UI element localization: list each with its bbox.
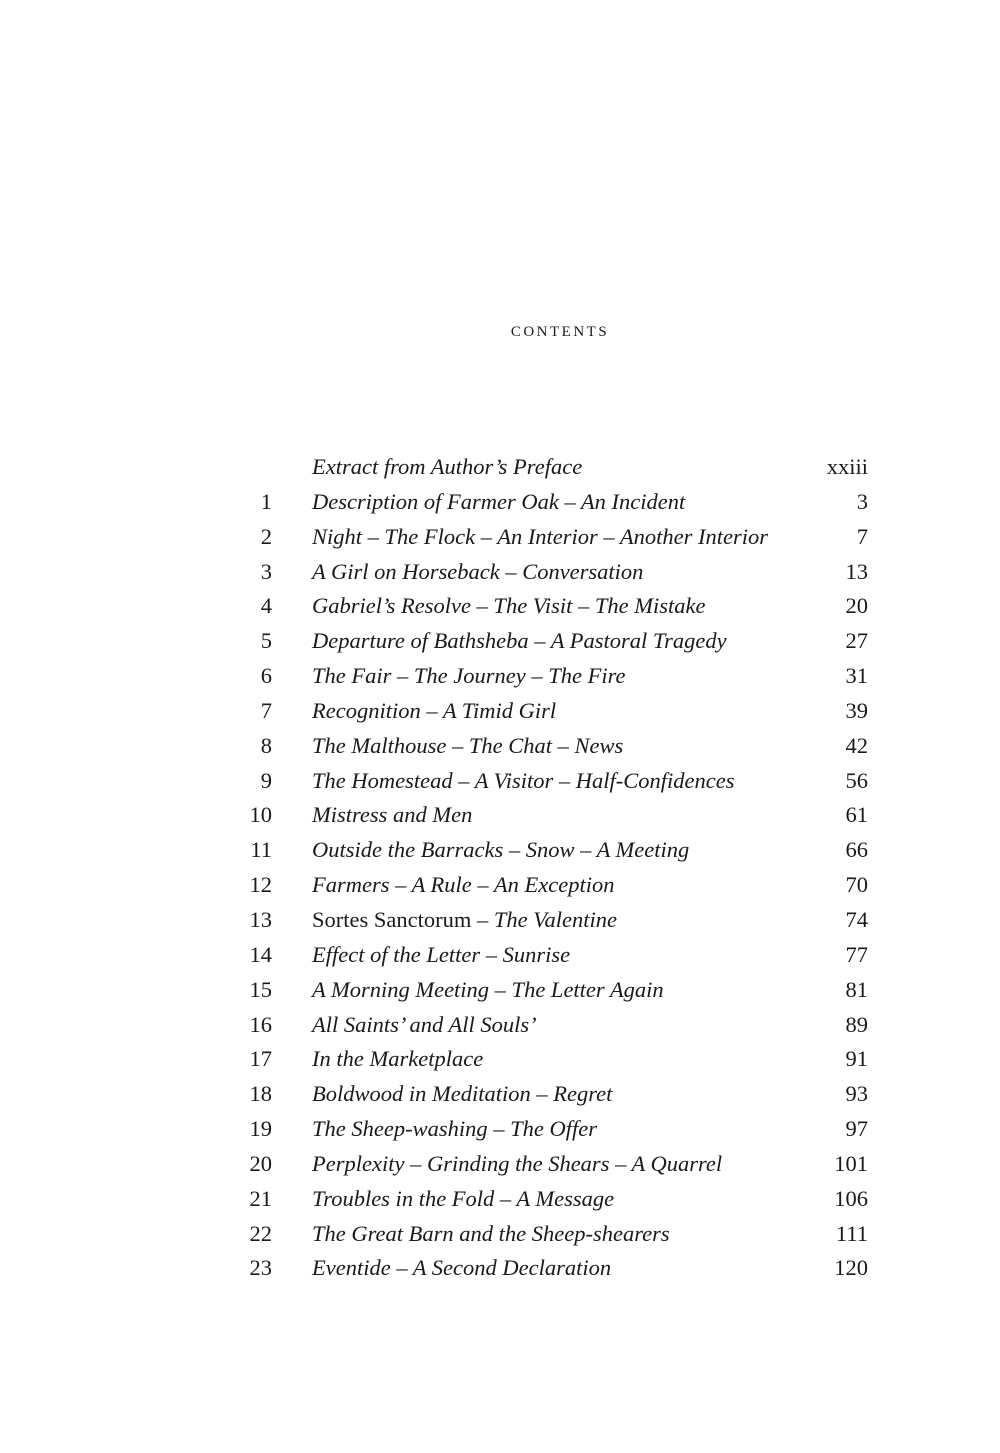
page-number: xxiii (826, 454, 868, 479)
page-number: 74 (845, 906, 868, 932)
chapter-title: Mistress and Men (312, 802, 473, 828)
chapter-number: 12 (249, 872, 272, 898)
chapter-title: The Fair – The Journey – The Fire (312, 663, 626, 689)
page-number: 101 (834, 1150, 868, 1176)
chapter-title: Farmers – A Rule – An Exception (312, 872, 615, 898)
chapter-number: 2 (260, 523, 272, 549)
toc-entry (0, 1008, 1000, 1043)
page-number: 97 (845, 1116, 868, 1142)
toc-entry (0, 973, 1000, 1008)
toc-entry (0, 1042, 1000, 1077)
chapter-title: Sortes Sanctorum – The Valentine (312, 906, 617, 932)
toc-entry (0, 1112, 1000, 1147)
chapter-number: 19 (249, 1116, 272, 1142)
chapter-number: 1 (260, 488, 272, 514)
page-number: 3 (856, 488, 868, 514)
toc-entry (0, 450, 1000, 485)
toc-entry (0, 659, 1000, 694)
chapter-number: 6 (260, 663, 272, 689)
chapter-title: All Saints’ and All Souls’ (312, 1011, 537, 1037)
chapter-title: A Morning Meeting – The Letter Again (312, 976, 664, 1002)
page-number: 106 (834, 1185, 868, 1211)
table-of-contents (0, 450, 1000, 1286)
chapter-title: Description of Farmer Oak – An Incident (312, 488, 686, 514)
page-number: 7 (856, 523, 868, 549)
page-number: 13 (845, 558, 868, 584)
toc-entry (0, 1217, 1000, 1252)
page-number: 81 (845, 976, 868, 1002)
chapter-number: 5 (260, 628, 272, 654)
chapter-title: Troubles in the Fold – A Message (312, 1185, 615, 1211)
page-number: 120 (834, 1255, 868, 1281)
page-number: 93 (845, 1081, 868, 1107)
chapter-title-roman: Sortes Sanctorum (312, 906, 472, 932)
chapter-title: The Sheep-washing – The Offer (312, 1116, 597, 1142)
chapter-title: Eventide – A Second Declaration (312, 1255, 612, 1281)
page-number: 56 (845, 767, 868, 793)
toc-entry (0, 555, 1000, 590)
chapter-title: Effect of the Letter – Sunrise (312, 941, 571, 967)
toc-entry (0, 903, 1000, 938)
toc-entry (0, 624, 1000, 659)
chapter-title: Recognition – A Timid Girl (312, 697, 557, 723)
toc-entry (0, 520, 1000, 555)
chapter-number: 21 (249, 1185, 272, 1211)
chapter-number: 14 (249, 941, 272, 967)
chapter-title: The Homestead – A Visitor – Half-Confidences (312, 767, 735, 793)
chapter-number: 3 (260, 558, 272, 584)
chapter-title: The Malthouse – The Chat – News (312, 732, 624, 758)
chapter-number: 15 (249, 976, 272, 1002)
toc-entry (0, 868, 1000, 903)
page-number: 31 (845, 663, 868, 689)
chapter-number: 7 (260, 697, 272, 723)
toc-entry (0, 729, 1000, 764)
toc-entry (0, 694, 1000, 729)
chapter-title: Perplexity – Grinding the Shears – A Quarrel (312, 1150, 723, 1176)
page-number: 61 (845, 802, 868, 828)
page-number: 27 (845, 628, 868, 654)
chapter-number: 20 (249, 1150, 272, 1176)
toc-entry (0, 1077, 1000, 1112)
page-number: 89 (845, 1011, 868, 1037)
page-number: 70 (845, 872, 868, 898)
chapter-number: 13 (249, 906, 272, 932)
chapter-number: 8 (260, 732, 272, 758)
chapter-title: Extract from Author’s Preface (312, 454, 583, 479)
page-number: 39 (845, 697, 868, 723)
toc-entry (0, 1182, 1000, 1217)
chapter-title: Boldwood in Meditation – Regret (312, 1081, 613, 1107)
chapter-number: 16 (249, 1011, 272, 1037)
chapter-title: Gabriel’s Resolve – The Visit – The Mistake (312, 593, 706, 619)
toc-entry (0, 1251, 1000, 1286)
toc-entry (0, 589, 1000, 624)
toc-entry (0, 485, 1000, 520)
chapter-title: A Girl on Horseback – Conversation (312, 558, 644, 584)
chapter-title: Night – The Flock – An Interior – Another Interior (312, 523, 769, 549)
chapter-number: 22 (249, 1220, 272, 1246)
toc-entry (0, 833, 1000, 868)
chapter-number: 11 (250, 837, 272, 863)
chapter-number: 17 (249, 1046, 272, 1072)
page-title: contents (510, 316, 610, 341)
chapter-title: Outside the Barracks – Snow – A Meeting (312, 837, 690, 863)
chapter-title: Departure of Bathsheba – A Pastoral Tragedy (312, 628, 727, 654)
chapter-number: 10 (249, 802, 272, 828)
chapter-number: 4 (260, 593, 272, 619)
page-number: 91 (845, 1046, 868, 1072)
chapter-number: 23 (249, 1255, 272, 1281)
chapter-title: In the Marketplace (312, 1046, 484, 1072)
toc-entry (0, 764, 1000, 799)
chapter-number: 9 (260, 767, 272, 793)
page-number: 77 (845, 941, 868, 967)
toc-entry (0, 938, 1000, 973)
chapter-number: 18 (249, 1081, 272, 1107)
toc-entry (0, 798, 1000, 833)
toc-entry (0, 1147, 1000, 1182)
page-number: 20 (845, 593, 868, 619)
page-number: 42 (845, 732, 868, 758)
chapter-title: The Great Barn and the Sheep-shearers (312, 1220, 670, 1246)
page-number: 66 (845, 837, 868, 863)
page-number: 111 (835, 1220, 868, 1246)
